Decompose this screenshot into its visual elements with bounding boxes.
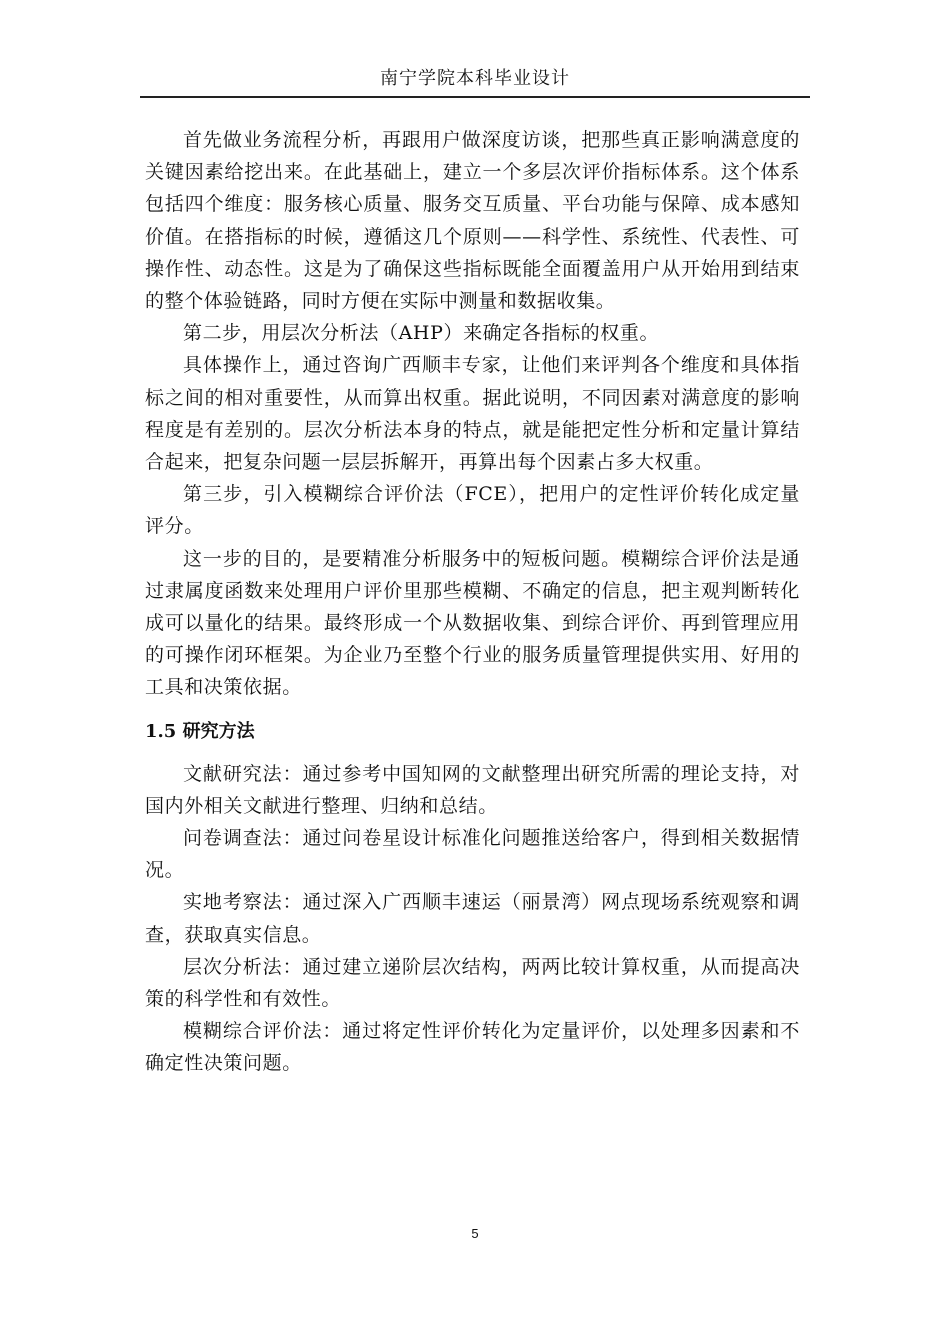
page-number: 5 [471, 1226, 479, 1241]
method-paragraph: 文献研究法：通过参考中国知网的文献整理出研究所需的理论支持，对国内外相关文献进行整理、归纳和总结。 [145, 762, 800, 817]
page-body [145, 124, 800, 1080]
paragraph: 第二步，用层次分析法（AHP）来确定各指标的权重。 [183, 322, 660, 345]
method-paragraph: 模糊综合评价法：通过将定性评价转化为定量评价，以处理多因素和不确定性决策问题。 [145, 1020, 800, 1075]
method-paragraph: 实地考察法：通过深入广西顺丰速运（丽景湾）网点现场系统观察和调查，获取真实信息。 [145, 891, 800, 946]
paragraph: 具体操作上，通过咨询广西顺丰专家，让他们来评判各个维度和具体指标之间的相对重要性，从而算出权重。据此说明，不同因素对满意度的影响程度是有差别的。层次分析法本身的特点，就是能把定性分析和定量计算结合起来，把复杂问题一层层拆解开，再算出每个因素占多大权重。 [145, 354, 800, 474]
paragraph: 这一步的目的，是要精准分析服务中的短板问题。模糊综合评价法是通过隶属度函数来处理用户评价里那些模糊、不确定的信息，把主观判断转化成可以量化的结果。最终形成一个从数据收集、到综合评价、再到管理应用的可操作闭环框架。为企业乃至整个行业的服务质量管理提供实用、好用的工具和决策依据。 [145, 547, 800, 699]
paragraph: 首先做业务流程分析，再跟用户做深度访谈，把那些真正影响满意度的关键因素给挖出来。在此基础上，建立一个多层次评价指标体系。这个体系包括四个维度：服务核心质量、服务交互质量、平台功能与保障、成本感知价值。在搭指标的时候，遵循这几个原则——科学性、系统性、代表性、可操作性、动态性。这是为了确保这些指标既能全面覆盖用户从开始用到结束的整个体验链路，同时方便在实际中测量和数据收集。 [145, 129, 800, 313]
method-paragraph: 问卷调查法：通过问卷星设计标准化问题推送给客户，得到相关数据情况。 [145, 827, 800, 882]
section-heading: 1.5 研究方法 [145, 720, 255, 742]
page-header [140, 66, 810, 98]
paragraph: 第三步，引入模糊综合评价法（FCE），把用户的定性评价转化成定量评分。 [145, 483, 800, 538]
method-paragraph: 层次分析法：通过建立递阶层次结构，两两比较计算权重，从而提高决策的科学性和有效性。 [145, 955, 800, 1011]
header-title: 南宁学院本科毕业设计 [380, 68, 570, 89]
